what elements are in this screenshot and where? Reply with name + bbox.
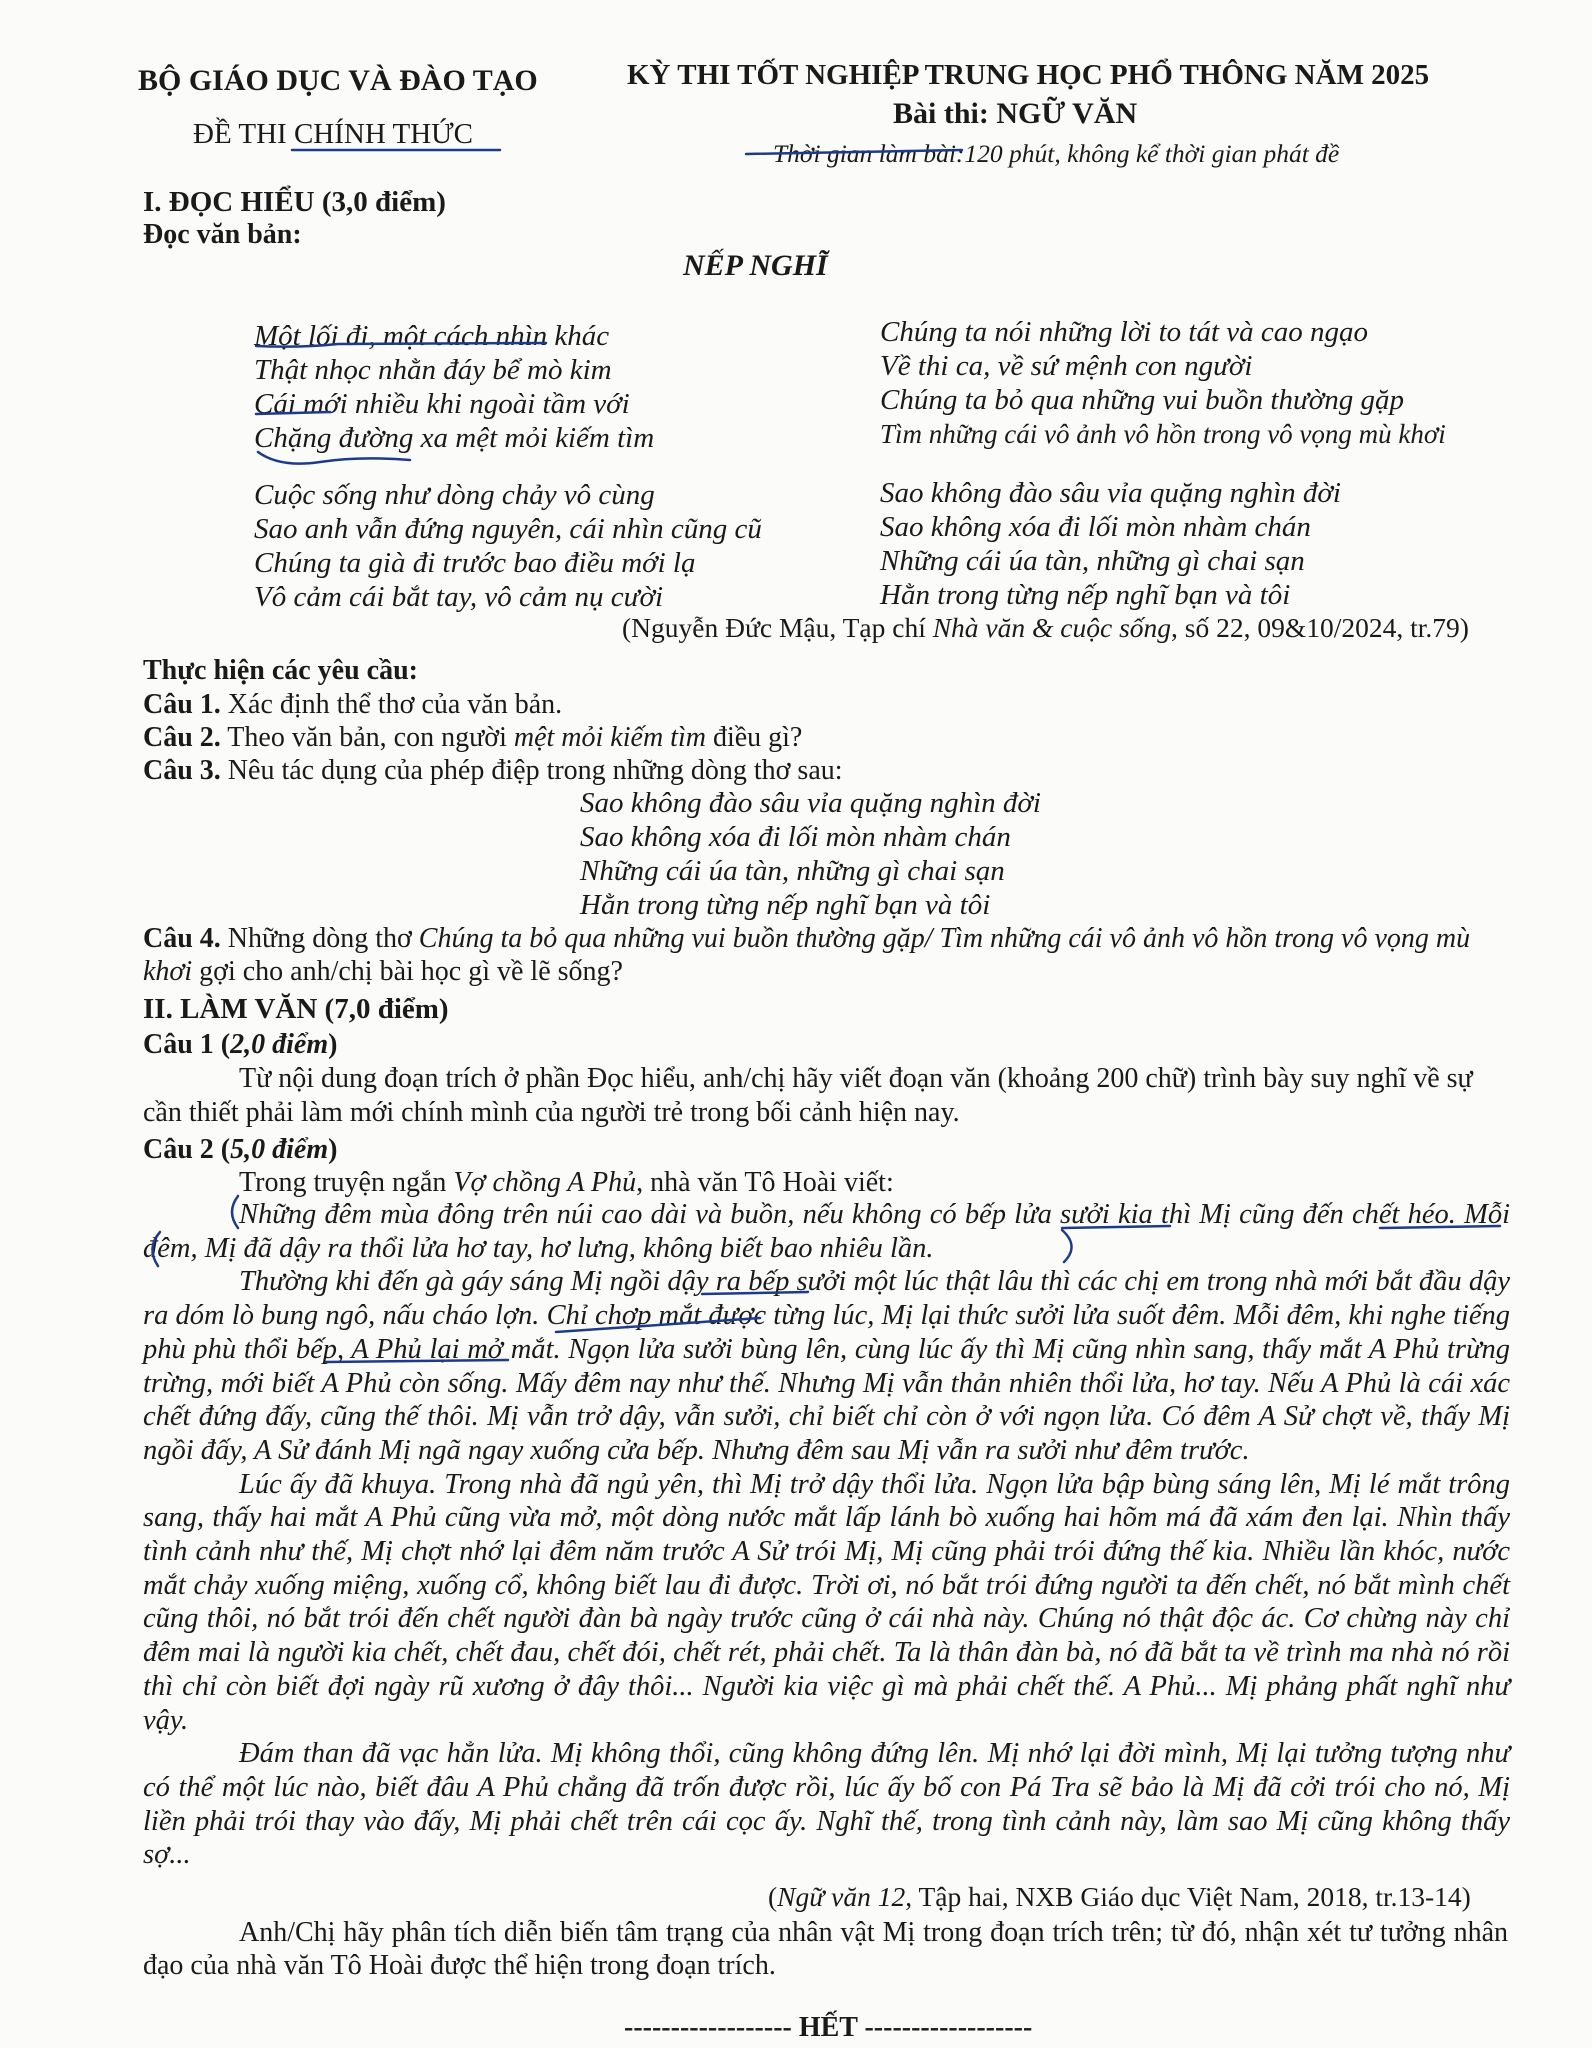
quoted-line: Sao không xóa đi lối mòn nhàm chán — [580, 821, 1011, 853]
poem-line: Cái mới nhiều khi ngoài tầm với — [254, 388, 630, 420]
time-note: Thời gian làm bài:120 phút, không kể thời gian phát đề — [773, 139, 1340, 168]
poem-line: Một lối đi, một cách nhìn khác — [254, 320, 610, 352]
ministry-name: BỘ GIÁO DỤC VÀ ĐÀO TẠO — [138, 64, 538, 97]
poem-left-stanza-1 — [254, 319, 654, 455]
poem-line: Chúng ta nói những lời to tát và cao ngạo — [880, 316, 1369, 348]
excerpt-paragraph: Lúc ấy đã khuya. Trong nhà đã ngủ yên, thì Mị trở dậy thổi lửa. Ngọn lửa bập bùng sáng lên, Mị lé mắt trông sang, thấy hai mắt A Phủ cũng vừa mở, một dòng nước mắt lấp lánh bò xuống hai hõm má đã xám đen lại. Nhìn thấy tình cảnh như thế, Mị chợt nhớ lại đêm năm trước A Sử trói Mị, Mị cũng phải trói đứng thế kia. Nhiều lần khóc, nước mắt chảy xuống miệng, xuống cổ, không biết lau đi được. Trời ơi, nó bắt trói đứng người ta đến chết, nó bắt mình chết cũng thôi, nó bắt trói đến chết người đàn bà ngày trước cũng ở cái nhà này. Chúng nó thật độc ác. Cơ chừng này chỉ đêm mai là người kia chết, chết đau, chết đói, chết rét, phải chết. Ta là thân đàn bà, nó đã bắt ta về trình ma nhà nó rồi thì chỉ còn biết đợi ngày rũ xương ở đây thôi... Người kia việc gì mà phải chết thế. A Phủ... Mị phảng phất nghĩ như vậy. — [143, 1468, 1510, 1736]
quoted-line: Hằn trong từng nếp nghĩ bạn và tôi — [580, 889, 991, 921]
section1-heading: I. ĐỌC HIỂU (3,0 điểm) — [143, 186, 446, 218]
poem-line: Thật nhọc nhằn đáy bể mò kim — [254, 354, 612, 386]
story-excerpt — [143, 1198, 1510, 1872]
poem-line: Về thi ca, về sứ mệnh con người — [880, 350, 1253, 382]
excerpt-paragraph: Những đêm mùa đông trên núi cao dài và buồn, nếu không có bếp lửa sưởi kia thì Mị cũng đến chết héo. Mỗi đêm, Mị đã dậy ra thổi lửa hơ tay, hơ lưng, không biết bao nhiêu lần. — [143, 1199, 1510, 1264]
exam-title: KỲ THI TỐT NGHIỆP TRUNG HỌC PHỔ THÔNG NĂM 2025 — [627, 59, 1430, 91]
poem-line: Vô cảm cái bắt tay, vô cảm nụ cười — [254, 581, 664, 613]
poem-line: Cuộc sống như dòng chảy vô cùng — [254, 479, 655, 511]
poem-right-stanza-1 — [880, 315, 1446, 451]
official-exam-label: ĐỀ THI CHÍNH THỨC — [193, 118, 474, 150]
question-3-quoted-lines — [580, 786, 1041, 922]
poem-line: Chúng ta già đi trước bao điều mới lạ — [254, 547, 696, 579]
poem-right-stanza-2 — [880, 476, 1341, 612]
poem-left-stanza-2 — [254, 478, 762, 614]
poem-line: Những cái úa tàn, những gì chai sạn — [880, 545, 1305, 577]
subject-label: Bài thi: NGỮ VĂN — [893, 97, 1138, 130]
essay-question-2-label: Câu 2 (5,0 điểm) — [143, 1134, 338, 1165]
end-marker: ------------------ HẾT ------------------ — [624, 2012, 1033, 2043]
essay-question-1-label: Câu 1 (2,0 điểm) — [143, 1029, 338, 1060]
excerpt-source: (Ngữ văn 12, Tập hai, NXB Giáo dục Việt Nam, 2018, tr.13-14) — [768, 1881, 1471, 1912]
poem-line: Chúng ta bỏ qua những vui buồn thường gặp — [880, 384, 1404, 416]
poem-line: Sao không xóa đi lối mòn nhàm chán — [880, 511, 1311, 543]
poem-line: Chặng đường xa mệt mỏi kiếm tìm — [254, 422, 655, 454]
excerpt-paragraph: Thường khi đến gà gáy sáng Mị ngồi dậy ra bếp sưởi một lúc thật lâu thì các chị em trong nhà mới bắt đầu dậy ra dóm lò bung ngô, nấu cháo lợn. Chỉ chợp mắt được từng lúc, Mị lại thức sưởi lửa suốt đêm. Mỗi đêm, khi nghe tiếng phù phù thổi bếp, A Phủ lại mở mắt. Ngọn lửa sưởi bùng lên, cùng lúc ấy thì Mị cũng nhìn sang, thấy mắt A Phủ trừng trừng, mới biết A Phủ còn sống. Mấy đêm nay như thế. Nhưng Mị vẫn thản nhiên thổi lửa, hơ tay. Nếu A Phủ là cái xác chết đứng đấy, cũng thế thôi. Mị vẫn trở dậy, vẫn sưởi, chỉ biết chỉ còn ở với ngọn lửa. Có đêm A Sử chợt về, thấy Mị ngồi đấy, A Sử đánh Mị ngã ngay xuống cửa bếp. Nhưng đêm sau Mị vẫn ra sưởi như đêm trước. — [143, 1266, 1510, 1466]
question-1: Câu 1. Xác định thể thơ của văn bản. — [143, 689, 563, 720]
poem-source: (Nguyễn Đức Mậu, Tạp chí Nhà văn & cuộc sống, số 22, 09&10/2024, tr.79) — [622, 612, 1469, 643]
question-3: Câu 3. Nêu tác dụng của phép điệp trong những dòng thơ sau: — [143, 755, 843, 786]
essay-task: Anh/Chị hãy phân tích diễn biến tâm trạng của nhân vật Mị trong đoạn trích trên; từ đó, nhận xét tư tưởng nhân đạo của nhà văn Tô Hoài được thể hiện trong đoạn trích. — [143, 1917, 1508, 1981]
quoted-line: Sao không đào sâu vỉa quặng nghìn đời — [580, 787, 1041, 819]
essay-question-2-intro: Trong truyện ngắn Vợ chồng A Phủ, nhà văn Tô Hoài viết: — [239, 1167, 894, 1198]
tasks-heading: Thực hiện các yêu cầu: — [143, 655, 419, 686]
excerpt-paragraph: Đám than đã vạc hẳn lửa. Mị không thổi, cũng không đứng lên. Mị nhớ lại đời mình, Mị lại tưởng tượng như có thể một lúc nào, biết đâu A Phủ chẳng đã trốn được rồi, lúc ấy bố con Pá Tra sẽ bảo là Mị đã cởi trói cho nó, Mị liền phải trói thay vào đấy, Mị phải chết trên cái cọc ấy. Nghĩ thế, trong tình cảnh này, làm sao Mị cũng không thấy sợ... — [143, 1738, 1510, 1871]
essay-question-1-text: Từ nội dung đoạn trích ở phần Đọc hiểu, anh/chị hãy viết đoạn văn (khoảng 200 chữ) trình bày suy nghĩ về sự cần thiết phải làm mới chính mình của người trẻ trong bối cảnh hiện nay. — [143, 1063, 1473, 1128]
question-4: Câu 4. Những dòng thơ Chúng ta bỏ qua những vui buồn thường gặp/ Tìm những cái vô ảnh vô hồn trong vô vọng mù khơi gợi cho anh/chị bài học gì về lẽ sống? — [143, 923, 1471, 987]
poem-line: Tìm những cái vô ảnh vô hồn trong vô vọng mù khơi — [880, 419, 1446, 449]
poem-line: Sao không đào sâu vỉa quặng nghìn đời — [880, 477, 1341, 509]
question-2: Câu 2. Theo văn bản, con người mệt mỏi kiếm tìm điều gì? — [143, 722, 803, 753]
section2-heading: II. LÀM VĂN (7,0 điểm) — [143, 993, 449, 1025]
poem-line: Sao anh vẫn đứng nguyên, cái nhìn cũng cũ — [254, 513, 762, 545]
poem-line: Hằn trong từng nếp nghĩ bạn và tôi — [880, 579, 1291, 611]
poem-title: NẾP NGHĨ — [683, 249, 828, 282]
read-label: Đọc văn bản: — [143, 219, 302, 250]
quoted-line: Những cái úa tàn, những gì chai sạn — [580, 855, 1005, 887]
